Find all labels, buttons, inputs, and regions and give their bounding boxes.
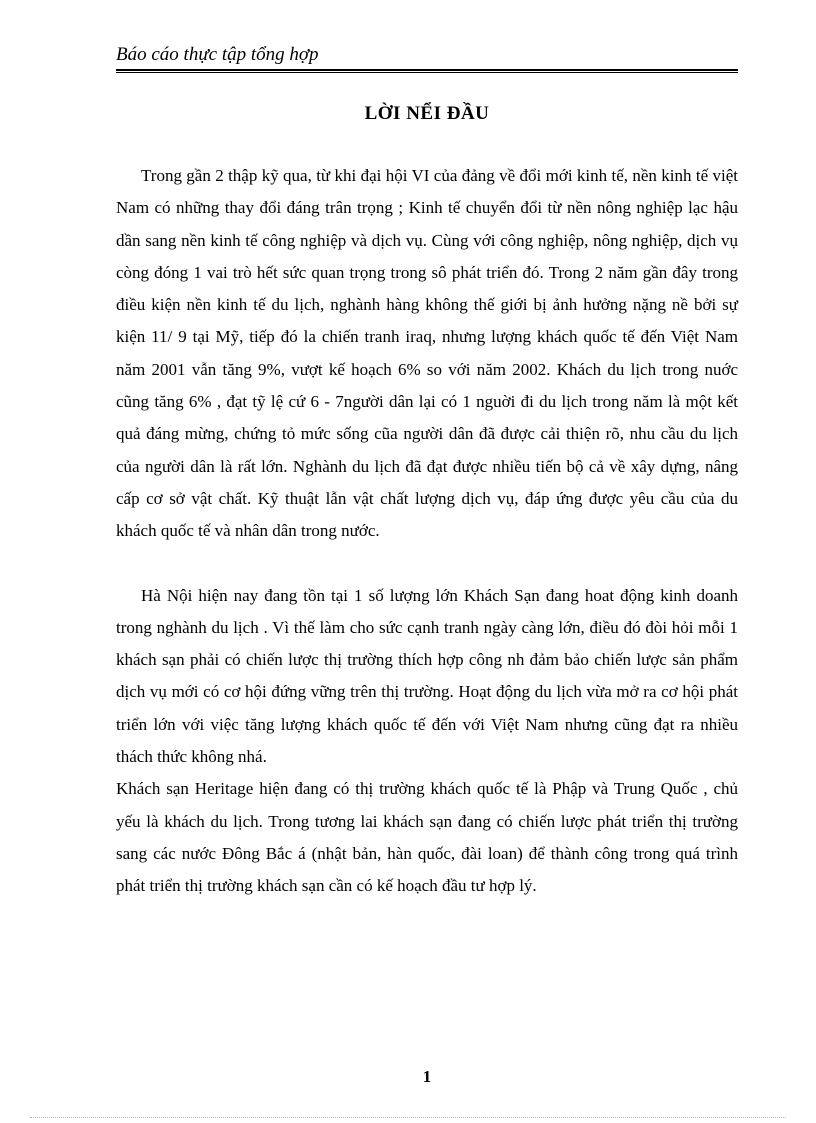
document-body [116, 160, 738, 903]
paragraph-gap [116, 548, 738, 580]
paragraph-introduction: Trong gần 2 thập kỹ qua, từ khi đại hội VI của đảng về đổi mới kinh tế, nền kinh tế việt Nam có những thay đổi đáng trân trọng ; Kinh tế chuyển đổi từ nền nông nghiệp lạc hậu dần sang nền kinh tế công nghiệp và dịch vụ. Cùng với công nghiệp, nông nghiệp, dịch vụ còng đóng 1 vai trò hết sức quan trọng trong sô phát triển đó. Trong 2 năm gần đây trong điều kiện nền kinh tế du lịch, nghành hàng không thế giới bị ảnh hưởng nặng nề bởi sự kiện 11/ 9 tại Mỹ, tiếp đó la chiến tranh iraq, nhưng lượng khách quốc tế đến Việt Nam năm 2001 vẫn tăng 9%, vượt kế hoạch 6% so với năm 2002. Khách du lịch trong nuớc cũng tăng 6% , đạt tỹ lệ cứ 6 - 7người dân lại có 1 nguời đi du lịch trong năm là một kết quả đáng mừng, chứng tỏ mức sống cũa người dân đã được cải thiện rõ, nhu cầu du lịch của người dân là rất lớn. Nghành du lịch đã đạt được nhiều tiến bộ cả về xây dựng, nâng cấp cơ sở vật chất. Kỹ thuật lẫn vật chất lượng dịch vụ, đáp ứng được yêu cầu của du khách quốc tế và nhân dân trong nước. [116, 166, 738, 541]
header-title: Báo cáo thực tập tổng hợp [116, 44, 319, 65]
page-bottom-border [30, 1117, 786, 1118]
paragraph-hanoi-hotels: Hà Nội hiện nay đang tồn tại 1 số lượng lớn Khách Sạn đang hoat động kinh doanh trong nghành du lịch . Vì thế làm cho sức cạnh tranh ngày càng lớn, điều đó đòi hỏi mỗi 1 khách sạn phải có chiến lược thị trường thích hợp công nh đảm bảo chiến lược sản phẩm dịch vụ mới có cơ hội đứng vững trên thị trường. Hoạt động du lịch vừa mở ra cơ hội phát triển lớn với việc tăng lượng khách quốc tế đến với Việt Nam nhưng cũng đạt ra nhiều thách thức không nhá. [116, 585, 738, 767]
page-header [116, 44, 738, 73]
header-rule [116, 69, 738, 73]
document-heading: LỜI NỂI ĐẦU [364, 103, 490, 124]
page-number: 1 [422, 1067, 432, 1086]
paragraph-heritage-hotel: Khách sạn Heritage hiện đang có thị trường khách quốc tế là Phập và Trung Quốc , chủ yếu là khách du lịch. Trong tương lai khách sạn đang có chiến lược phát triển thị trường sang các nước Đông Bắc á (nhật bản, hàn quốc, đài loan) để thành công trong quá trình phát triển thị trường khách sạn cần có kế hoạch đầu tư hợp lý. [116, 779, 738, 896]
